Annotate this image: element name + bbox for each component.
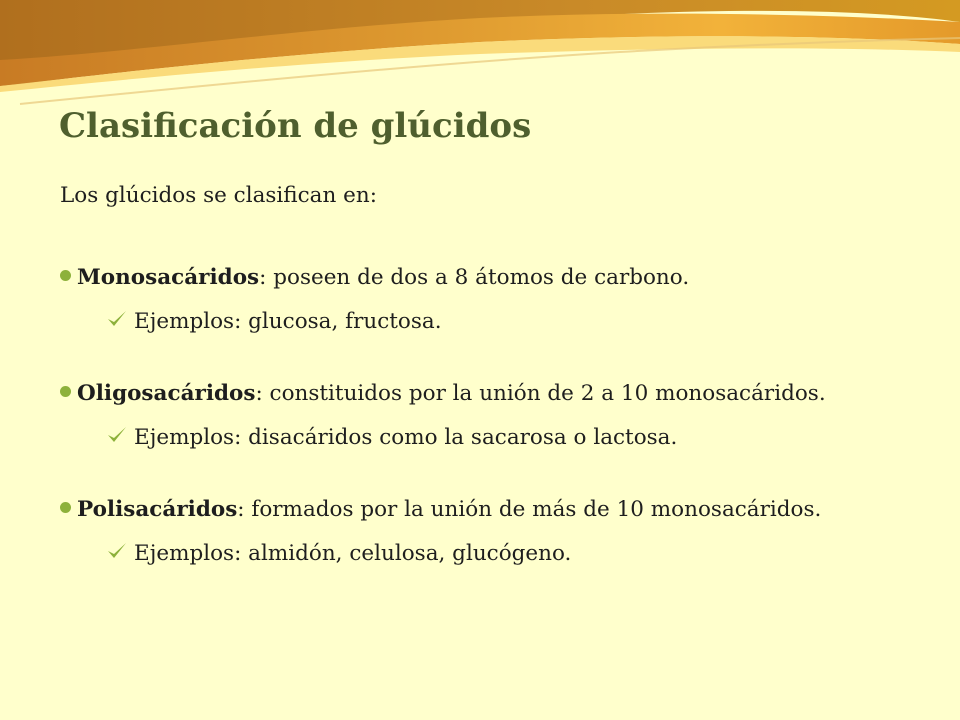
item-example-line — [106, 307, 892, 337]
checkmark-icon — [106, 540, 128, 562]
slide-title: Clasificación de glúcidos — [59, 106, 532, 146]
item-description: : formados por la unión de más de 10 monosacáridos. — [237, 497, 822, 522]
decorative-banner — [0, 0, 960, 110]
list-item — [60, 495, 892, 569]
checkmark-icon — [106, 424, 128, 446]
item-term: Monosacáridos — [77, 265, 260, 290]
bullet-dot-icon — [60, 270, 71, 281]
checkmark-icon — [106, 308, 128, 330]
item-main-line — [60, 495, 892, 525]
intro-text: Los glúcidos se clasifican en: — [60, 183, 377, 208]
list-item — [60, 379, 892, 453]
item-description: : constituidos por la unión de 2 a 10 monosacáridos. — [255, 381, 826, 406]
bullet-dot-icon — [60, 386, 71, 397]
item-example: Ejemplos: disacáridos como la sacarosa o lactosa. — [134, 425, 678, 450]
item-main-line — [60, 263, 892, 293]
item-main-line — [60, 379, 892, 409]
list-item — [60, 263, 892, 337]
item-term: Oligosacáridos — [77, 381, 256, 406]
bullet-dot-icon — [60, 502, 71, 513]
item-example: Ejemplos: almidón, celulosa, glucógeno. — [134, 541, 572, 566]
slide-content — [60, 181, 892, 569]
item-example-line — [106, 539, 892, 569]
item-term: Polisacáridos — [77, 497, 238, 522]
item-description: : poseen de dos a 8 átomos de carbono. — [259, 265, 690, 290]
item-example: Ejemplos: glucosa, fructosa. — [134, 309, 442, 334]
item-example-line — [106, 423, 892, 453]
